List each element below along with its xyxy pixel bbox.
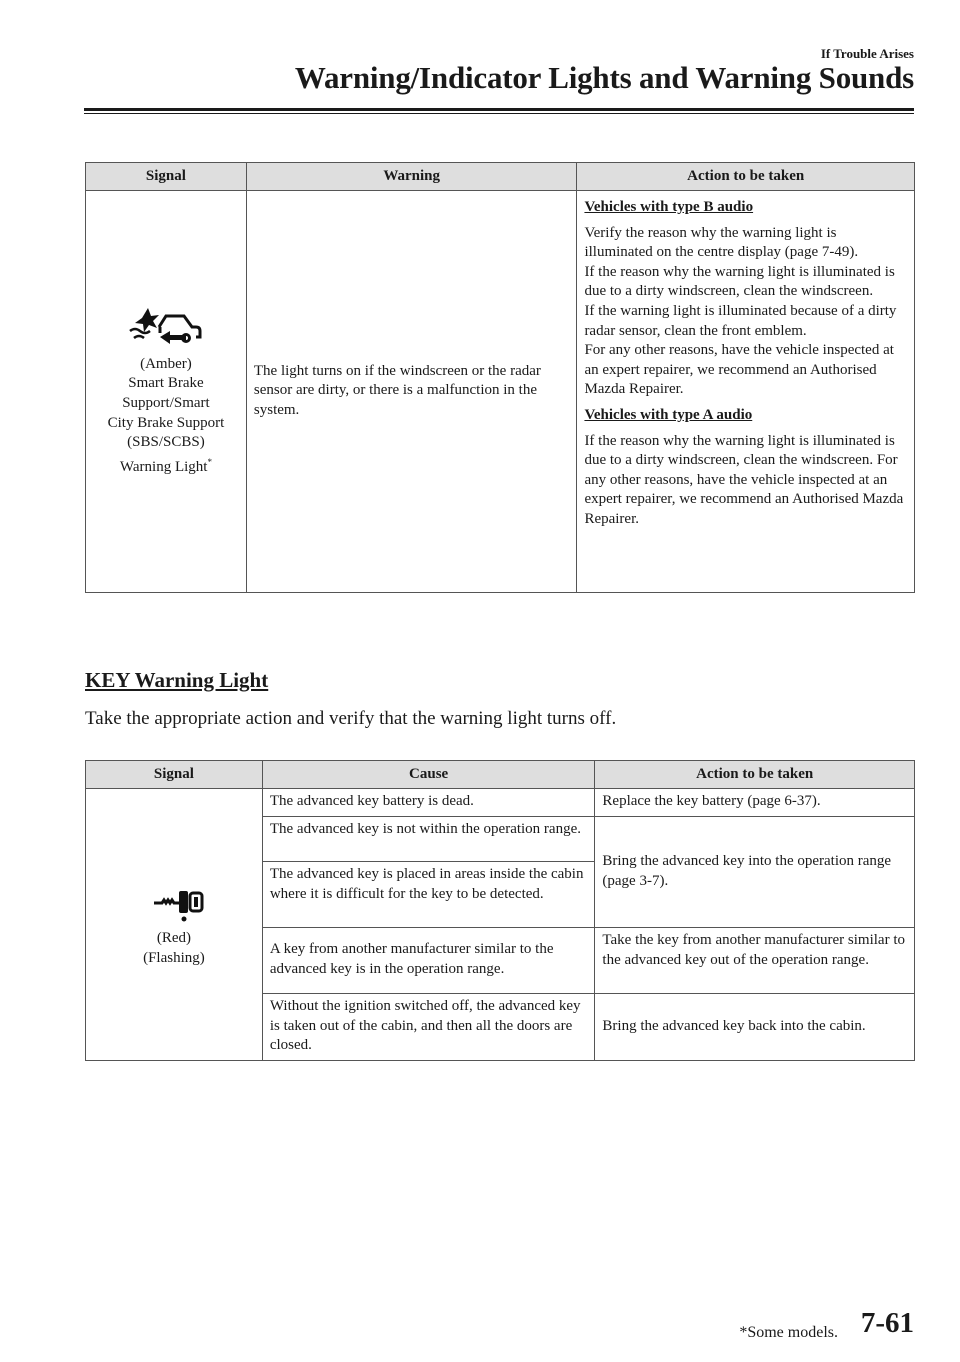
- header-signal: Signal: [86, 761, 263, 789]
- table-header-row: [86, 163, 915, 191]
- signal-name-line: Smart Brake: [128, 375, 204, 392]
- signal-name-line: Support/Smart: [122, 394, 210, 411]
- header-cause: Cause: [262, 761, 595, 789]
- cause-cell: A key from another manufacturer similar to the advanced key is in the operation range.: [262, 928, 595, 994]
- signal-state: (Flashing): [143, 949, 205, 966]
- cause-cell: The advanced key battery is dead.: [262, 789, 595, 817]
- action-cell: Bring the advanced key into the operation range (page 3-7).: [595, 817, 915, 928]
- header-action: Action to be taken: [595, 761, 915, 789]
- page-number: 7-61: [860, 1307, 914, 1339]
- action-cell: Take the key from another manufacturer similar to the advanced key out of the operation range.: [595, 928, 915, 994]
- table-header-row: [86, 761, 915, 789]
- type-a-heading: Vehicles with type A audio: [584, 406, 753, 423]
- warning-cell: The light turns on if the windscreen or the radar sensor are dirty, or there is a malfunction in the system.: [246, 191, 577, 593]
- cause-cell: Without the ignition switched off, the advanced key is taken out of the cabin, and then all the doors are closed.: [262, 994, 595, 1061]
- cause-cell: The advanced key is placed in areas inside the cabin where it is difficult for the key to be detected.: [262, 862, 595, 928]
- key-section-intro: Take the appropriate action and verify that the warning light turns off.: [85, 708, 617, 729]
- signal-color: (Red): [156, 930, 191, 947]
- key-warning-table: [85, 760, 915, 1061]
- header-action: Action to be taken: [577, 163, 915, 191]
- type-b-paragraph: Verify the reason why the warning light is illuminated on the centre display (page 7-49).: [584, 224, 859, 261]
- key-section-heading: KEY Warning Light: [85, 668, 269, 692]
- type-b-paragraph: If the warning light is illuminated because of a dirty radar sensor, clean the front emblem.: [584, 302, 897, 339]
- section-label: If Trouble Arises: [820, 46, 914, 61]
- type-b-heading: Vehicles with type B audio: [584, 199, 754, 215]
- table-row: [86, 191, 915, 593]
- signal-color: (Amber): [140, 355, 192, 372]
- header-rule-thin: [84, 113, 914, 114]
- sbs-scbs-warning-icon: [126, 305, 206, 349]
- header-signal: Signal: [86, 163, 247, 191]
- type-b-paragraph: For any other reasons, have the vehicle inspected at an expert repairer, we recommend an Authorised Mazda Repairer.: [584, 342, 894, 398]
- signal-cell: [86, 191, 247, 593]
- page-title: Warning/Indicator Lights and Warning Sounds: [294, 60, 914, 95]
- type-b-paragraph: If the reason why the warning light is illuminated is due to a dirty windscreen, clean the windscreen.: [584, 263, 895, 300]
- signal-name-line: City Brake Support: [107, 414, 225, 431]
- action-cell: Bring the advanced key back into the cabin.: [595, 994, 915, 1061]
- signal-cell: [86, 789, 263, 1061]
- sbs-warning-table: [85, 162, 915, 593]
- header-warning: Warning: [246, 163, 577, 191]
- signal-name-line: Warning Light: [119, 458, 208, 475]
- type-a-paragraph: If the reason why the warning light is illuminated is due to a dirty windscreen, clean the windscreen. For any other reasons, have the vehicle inspected at an expert repairer, we recommend an Authorised Mazda Repairer.: [584, 432, 904, 527]
- table-row: [86, 789, 915, 817]
- cause-cell: The advanced key is not within the operation range.: [262, 817, 595, 862]
- action-cell: Replace the key battery (page 6-37).: [595, 789, 915, 817]
- footnote-mark: *: [207, 456, 212, 467]
- action-cell: [577, 191, 915, 593]
- footnote: *Some models.: [739, 1324, 838, 1341]
- key-warning-icon: [134, 879, 214, 923]
- header-rule: [84, 108, 914, 111]
- signal-name-line: (SBS/SCBS): [127, 434, 205, 451]
